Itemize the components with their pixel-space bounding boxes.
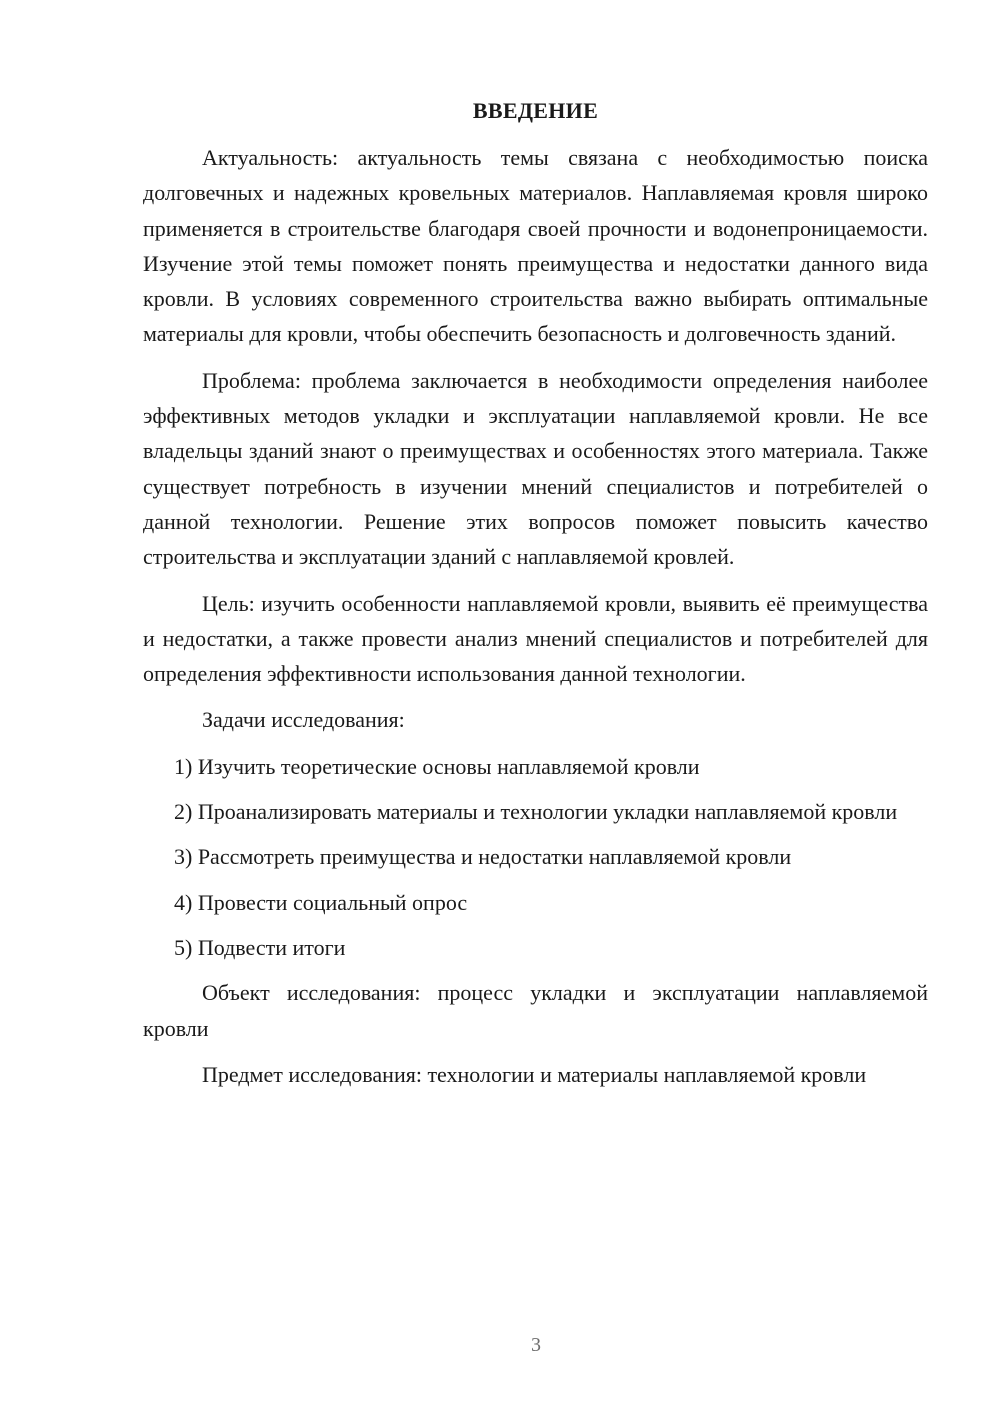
page-heading: ВВЕДЕНИЕ — [472, 98, 599, 123]
document-page — [143, 96, 928, 1103]
paragraph-problem: Проблема: проблема заключается в необходимости определения наиболее эффективных методов укладки и эксплуатации наплавляемой кровли. Не все владельцы зданий знают о преимуществах и особенностях этого материала. Также существует потребность в изучении мнений специалистов и потребителей о данной технологии. Решение этих вопросов поможет повысить качество строительства и эксплуатации зданий с наплавляемой кровлей. — [143, 367, 928, 570]
page-number: 3 — [531, 1334, 541, 1356]
paragraph-relevance: Актуальность: актуальность темы связана с необходимостью поиска долговечных и надежных кровельных материалов. Наплавляемая кровля широко применяется в строительстве благодаря своей прочности и водонепроницаемости. Изучение этой темы поможет понять преимущества и недостатки данного вида кровли. В условиях современного строительства важно выбирать оптимальные материалы для кровли, чтобы обеспечить безопасность и долговечность зданий. — [143, 145, 928, 347]
tasks-list — [143, 749, 928, 965]
paragraph-goal: Цель: изучить особенности наплавляемой кровли, выявить её преимущества и недостатки, а также провести анализ мнений специалистов и потребителей для определения эффективности использования данной технологии. — [143, 590, 928, 687]
list-item: 2) Проанализировать материалы и технологии укладки наплавляемой кровли — [174, 799, 898, 825]
list-item: 1) Изучить теоретические основы наплавляемой кровли — [174, 753, 700, 779]
list-item: 4) Провести социальный опрос — [174, 889, 468, 915]
paragraph-tasks-intro: Задачи исследования: — [202, 707, 405, 733]
paragraph-subject: Предмет исследования: технологии и материалы наплавляемой кровли — [202, 1061, 867, 1087]
paragraph-object: Объект исследования: процесс укладки и эксплуатации наплавляемой кровли — [143, 980, 928, 1041]
list-item: 5) Подвести итоги — [174, 934, 346, 960]
list-item: 3) Рассмотреть преимущества и недостатки наплавляемой кровли — [174, 844, 792, 870]
